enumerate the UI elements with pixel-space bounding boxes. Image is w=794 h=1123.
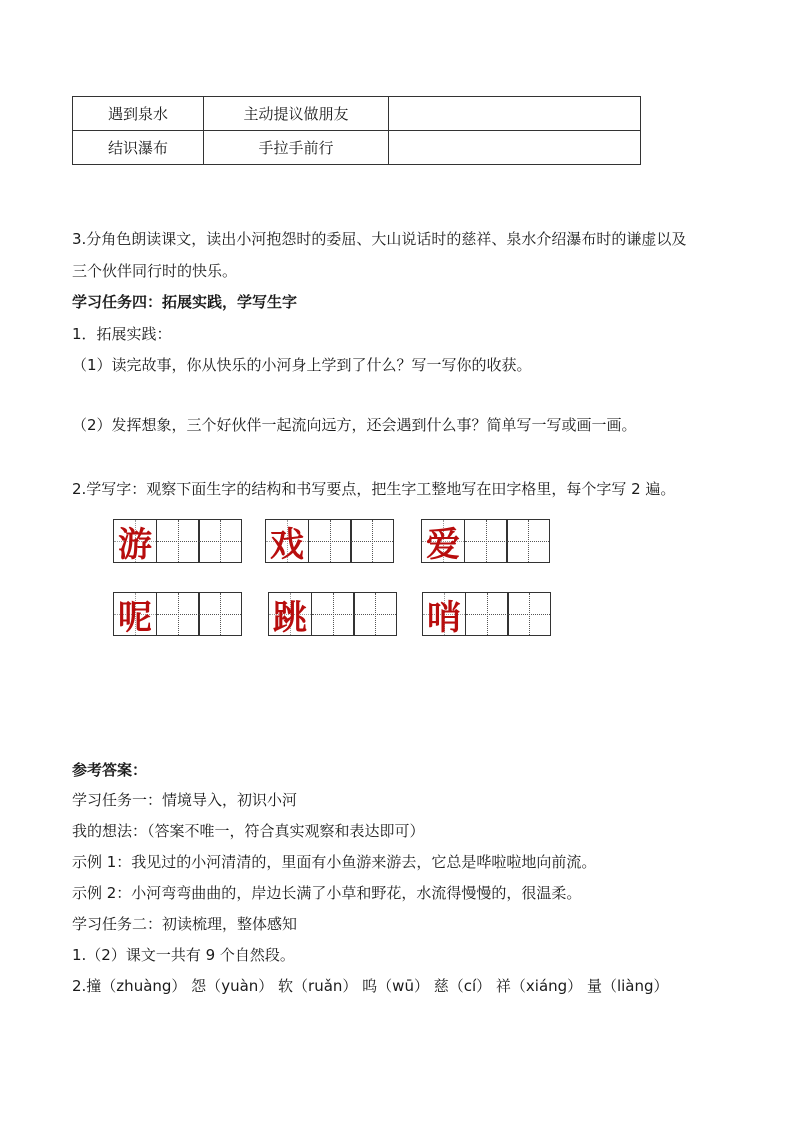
practice-cell[interactable] xyxy=(156,519,200,563)
instruction-3-line-1: 3.分角色朗读课文，读出小河抱怨时的委屈、大山说话时的慈祥、泉水介绍瀑布时的谦虚以及 xyxy=(72,230,687,248)
writing-instruction: 2.学写字：观察下面生字的结构和书写要点，把生字工整地写在田字格里，每个字写 2 遍。 xyxy=(72,480,676,498)
model-character: 哨 xyxy=(427,597,461,638)
instruction-3-line-2: 三个伙伴同行时的快乐。 xyxy=(72,262,238,280)
answer-1: 1.（2）课文一共有 9 个自然段。 xyxy=(72,946,295,964)
char-cell xyxy=(113,592,157,636)
char-grid-ai xyxy=(421,519,550,563)
task-4-heading: 学习任务四：拓展实践，学写生字 xyxy=(72,293,298,311)
practice-cell[interactable] xyxy=(198,519,242,563)
model-character: 戏 xyxy=(270,524,304,565)
answer-idea: 我的想法：（答案不唯一，符合真实观察和表达即可） xyxy=(72,822,425,840)
char-grid-tiao xyxy=(268,592,397,636)
practice-cell[interactable] xyxy=(308,519,352,563)
plot-table xyxy=(72,96,641,165)
char-cell xyxy=(421,519,465,563)
practice-cell[interactable] xyxy=(506,519,550,563)
practice-cell[interactable] xyxy=(311,592,355,636)
answer-task-1: 学习任务一：情境导入，初识小河 xyxy=(72,791,298,809)
char-cell xyxy=(268,592,312,636)
answer-2-pinyin: 2.撞（zhuàng） 怨（yuàn） 软（ruǎn） 呜（wū） 慈（cí） 祥（xiáng） 量（liàng） xyxy=(72,977,669,995)
char-cell xyxy=(113,519,157,563)
char-grid-xi xyxy=(265,519,394,563)
practice-cell[interactable] xyxy=(198,592,242,636)
char-cell xyxy=(265,519,309,563)
table-cell: 遇到泉水 xyxy=(73,97,204,131)
table-row xyxy=(73,131,641,165)
practice-cell[interactable] xyxy=(465,592,509,636)
char-grid-you xyxy=(113,519,242,563)
extension-heading: 1．拓展实践： xyxy=(72,325,172,343)
answer-task-2: 学习任务二：初读梳理，整体感知 xyxy=(72,915,298,933)
question-1: （1）读完故事，你从快乐的小河身上学到了什么？写一写你的收获。 xyxy=(72,356,532,374)
question-2: （2）发挥想象，三个好伙伴一起流向远方，还会遇到什么事？简单写一写或画一画。 xyxy=(72,416,637,434)
char-grid-ne xyxy=(113,592,242,636)
table-cell-blank[interactable] xyxy=(389,131,641,165)
model-character: 爱 xyxy=(426,524,460,565)
table-cell: 结识瀑布 xyxy=(73,131,204,165)
answers-heading: 参考答案： xyxy=(72,761,148,779)
model-character: 呢 xyxy=(118,597,152,638)
answer-example-2: 示例 2：小河弯弯曲曲的，岸边长满了小草和野花，水流得慢慢的，很温柔。 xyxy=(72,884,582,902)
table-cell: 主动提议做朋友 xyxy=(204,97,389,131)
practice-cell[interactable] xyxy=(350,519,394,563)
table-row xyxy=(73,97,641,131)
table-cell: 手拉手前行 xyxy=(204,131,389,165)
char-cell xyxy=(422,592,466,636)
practice-cell[interactable] xyxy=(156,592,200,636)
model-character: 游 xyxy=(118,524,152,565)
char-grid-shao xyxy=(422,592,551,636)
practice-cell[interactable] xyxy=(353,592,397,636)
table-cell-blank[interactable] xyxy=(389,97,641,131)
practice-cell[interactable] xyxy=(507,592,551,636)
answer-example-1: 示例 1：我见过的小河清清的，里面有小鱼游来游去，它总是哗啦啦地向前流。 xyxy=(72,853,597,871)
model-character: 跳 xyxy=(273,597,307,638)
practice-cell[interactable] xyxy=(464,519,508,563)
